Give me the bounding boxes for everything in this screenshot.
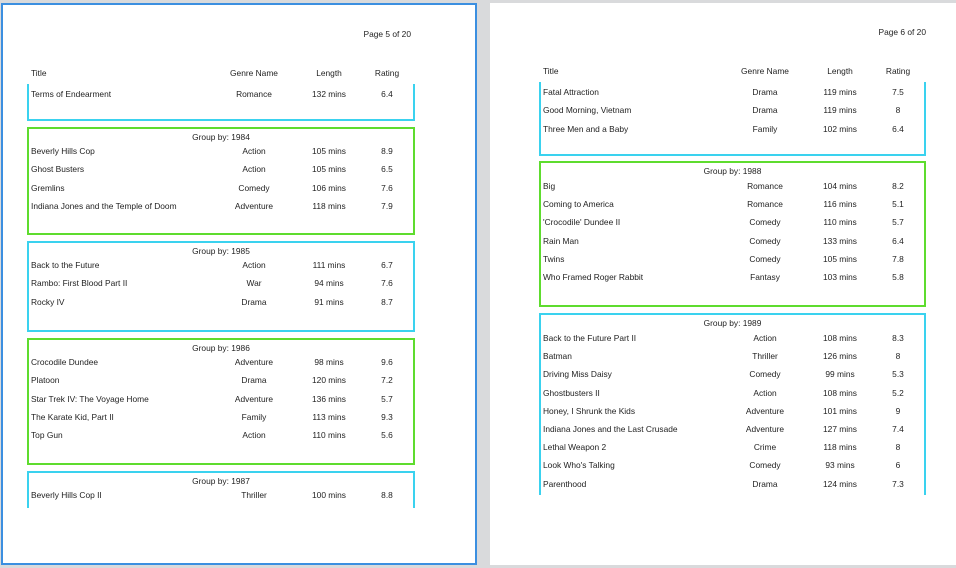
- row-genre: Romance: [747, 199, 783, 210]
- table-row: [541, 351, 924, 363]
- group-section: [27, 471, 415, 508]
- row-rating: 8: [895, 442, 901, 453]
- row-length: 126 mins: [823, 351, 857, 362]
- table-row: [541, 181, 924, 193]
- column-header-rating: Rating: [885, 66, 911, 76]
- page-number: Page 6 of 20: [878, 27, 926, 37]
- row-rating: 9.3: [381, 411, 393, 422]
- row-rating: 9: [895, 405, 901, 416]
- table-row: [29, 89, 413, 101]
- table-row: [29, 278, 413, 290]
- row-rating: 8: [895, 105, 901, 116]
- row-length: 94 mins: [314, 278, 344, 289]
- row-title: Honey, I Shrunk the Kids: [543, 405, 636, 416]
- row-genre: Romance: [236, 89, 272, 99]
- table-row: [541, 254, 924, 266]
- row-length: 119 mins: [823, 87, 857, 97]
- row-title: Back to the Future: [31, 260, 100, 270]
- row-rating: 9.6: [381, 357, 393, 367]
- row-length: 118 mins: [823, 442, 857, 453]
- row-length: 99 mins: [825, 369, 855, 380]
- row-title: Indiana Jones and the Temple of Doom: [31, 200, 177, 211]
- table-row: [541, 333, 924, 345]
- column-header-rating: Rating: [374, 68, 400, 78]
- group-header: Group by: 1989: [703, 318, 762, 328]
- row-rating: 8.3: [892, 333, 904, 343]
- column-header-length: Length: [827, 66, 853, 76]
- row-rating: 7.4: [892, 424, 904, 434]
- group-section: [27, 84, 415, 121]
- row-rating: 5.7: [892, 217, 904, 228]
- table-row: [541, 217, 924, 229]
- row-rating: 5.6: [381, 430, 393, 441]
- row-rating: 7.3: [892, 478, 904, 489]
- group-section: [27, 338, 415, 465]
- column-header-length: Length: [316, 68, 342, 78]
- row-length: 116 mins: [823, 199, 857, 210]
- row-title: Look Who's Talking: [543, 460, 615, 471]
- row-genre: Drama: [241, 296, 267, 307]
- row-length: 108 mins: [823, 387, 857, 398]
- table-row: [29, 183, 413, 195]
- row-genre: Adventure: [234, 200, 274, 211]
- page-number: Page 5 of 20: [363, 29, 411, 39]
- row-length: 105 mins: [823, 253, 857, 264]
- row-title: Rain Man: [543, 235, 579, 246]
- row-rating: 7.8: [892, 253, 904, 264]
- row-title: Fatal Attraction: [543, 87, 599, 97]
- row-genre: Drama: [752, 105, 778, 116]
- row-title: 'Crocodile' Dundee II: [543, 217, 621, 228]
- report-page-6[interactable]: [490, 3, 956, 565]
- row-title: Ghost Busters: [31, 164, 85, 175]
- row-genre: Drama: [241, 375, 267, 386]
- row-rating: 5.7: [381, 393, 393, 404]
- column-header-title: Title: [31, 68, 47, 78]
- row-genre: Comedy: [749, 253, 781, 264]
- row-title: Good Morning, Vietnam: [543, 105, 632, 116]
- row-length: 91 mins: [314, 296, 344, 307]
- row-genre: Romance: [747, 181, 783, 191]
- group-header: Group by: 1985: [192, 246, 250, 256]
- group-header: Group by: 1986: [192, 343, 250, 353]
- row-rating: 8.9: [381, 146, 393, 156]
- row-genre: Crime: [753, 442, 777, 453]
- row-title: Beverly Hills Cop II: [31, 490, 102, 500]
- group-header: Group by: 1988: [703, 166, 762, 176]
- table-row: [541, 87, 924, 99]
- row-length: 103 mins: [823, 272, 857, 282]
- table-row: [29, 260, 413, 272]
- group-section: [27, 241, 415, 332]
- table-row: [29, 146, 413, 158]
- row-genre: Comedy: [749, 217, 781, 228]
- group-section: [539, 161, 926, 307]
- row-title: Terms of Endearment: [31, 89, 112, 99]
- row-title: Coming to America: [543, 199, 614, 210]
- table-row: [29, 375, 413, 387]
- row-genre: Comedy: [749, 460, 781, 471]
- row-rating: 6.4: [892, 235, 904, 246]
- row-genre: Drama: [752, 478, 778, 489]
- row-genre: Comedy: [749, 369, 781, 380]
- row-genre: Action: [242, 164, 266, 175]
- table-row: [29, 297, 413, 309]
- row-title: Who Framed Roger Rabbit: [543, 272, 644, 282]
- table-row: [541, 442, 924, 454]
- column-header-row: [3, 68, 475, 80]
- row-rating: 6.4: [892, 123, 904, 134]
- row-length: 101 mins: [823, 405, 857, 416]
- row-title: Indiana Jones and the Last Crusade: [543, 424, 678, 434]
- report-page-5[interactable]: [1, 3, 477, 565]
- row-title: Crocodile Dundee: [31, 357, 99, 367]
- row-title: Three Men and a Baby: [543, 123, 629, 134]
- group-header: Group by: 1984: [192, 132, 250, 142]
- table-row: [541, 424, 924, 436]
- row-rating: 6: [895, 460, 901, 471]
- row-rating: 7.2: [381, 375, 393, 386]
- row-genre: Action: [242, 260, 266, 270]
- row-title: Rambo: First Blood Part II: [31, 278, 128, 289]
- row-rating: 8.2: [892, 181, 904, 191]
- group-section: [539, 313, 926, 495]
- row-title: Driving Miss Daisy: [543, 369, 612, 380]
- row-length: 105 mins: [312, 164, 346, 175]
- row-genre: Comedy: [749, 235, 781, 246]
- row-rating: 5.8: [892, 272, 904, 282]
- table-row: [541, 460, 924, 472]
- row-genre: Thriller: [241, 490, 267, 500]
- row-rating: 5.1: [892, 199, 904, 210]
- row-length: 106 mins: [312, 182, 346, 193]
- row-rating: 5.3: [892, 369, 904, 380]
- row-title: Rocky IV: [31, 296, 65, 307]
- row-length: 108 mins: [823, 333, 857, 343]
- table-row: [541, 369, 924, 381]
- row-length: 136 mins: [312, 393, 346, 404]
- row-rating: 6.7: [381, 260, 393, 270]
- table-row: [541, 479, 924, 491]
- table-row: [29, 430, 413, 442]
- table-row: [541, 236, 924, 248]
- row-length: 105 mins: [312, 146, 346, 156]
- row-title: Back to the Future Part II: [543, 333, 637, 343]
- row-rating: 8.8: [381, 490, 393, 500]
- row-genre: Comedy: [238, 182, 270, 193]
- row-rating: 6.4: [381, 89, 393, 99]
- column-header-title: Title: [543, 66, 559, 76]
- row-rating: 8: [895, 351, 901, 362]
- table-row: [29, 490, 413, 502]
- group-header: Group by: 1987: [192, 476, 250, 486]
- row-title: Lethal Weapon 2: [543, 442, 607, 453]
- row-length: 110 mins: [823, 217, 857, 228]
- row-length: 93 mins: [825, 460, 855, 471]
- row-length: 98 mins: [314, 357, 344, 367]
- row-rating: 7.5: [892, 87, 904, 97]
- row-title: Platoon: [31, 375, 60, 386]
- table-row: [541, 105, 924, 117]
- row-title: Beverly Hills Cop: [31, 146, 95, 156]
- table-row: [29, 164, 413, 176]
- row-genre: Fantasy: [750, 272, 780, 282]
- row-genre: Adventure: [234, 357, 274, 367]
- row-title: Twins: [543, 253, 565, 264]
- row-length: 132 mins: [312, 89, 346, 99]
- row-genre: Adventure: [745, 424, 785, 434]
- row-length: 100 mins: [312, 490, 346, 500]
- column-header-row: [490, 66, 956, 78]
- table-row: [29, 394, 413, 406]
- row-length: 119 mins: [823, 105, 857, 116]
- group-section: [27, 127, 415, 235]
- table-row: [541, 199, 924, 211]
- row-genre: Adventure: [745, 405, 785, 416]
- row-length: 120 mins: [312, 375, 346, 386]
- row-length: 124 mins: [823, 478, 857, 489]
- row-genre: Drama: [752, 87, 778, 97]
- table-row: [541, 272, 924, 284]
- row-length: 127 mins: [823, 424, 857, 434]
- row-genre: Family: [752, 123, 778, 134]
- table-row: [541, 406, 924, 418]
- table-row: [29, 357, 413, 369]
- row-length: 110 mins: [312, 430, 346, 441]
- row-rating: 7.6: [381, 182, 393, 193]
- row-title: Gremlins: [31, 182, 65, 193]
- row-title: Big: [543, 181, 556, 191]
- table-row: [541, 124, 924, 136]
- row-length: 133 mins: [823, 235, 857, 246]
- table-row: [541, 388, 924, 400]
- row-genre: Action: [242, 430, 266, 441]
- table-row: [29, 201, 413, 213]
- row-genre: Adventure: [234, 393, 274, 404]
- row-length: 102 mins: [823, 123, 857, 134]
- table-row: [29, 412, 413, 424]
- row-genre: Thriller: [752, 351, 778, 362]
- row-title: The Karate Kid, Part II: [31, 411, 114, 422]
- row-genre: Action: [753, 387, 777, 398]
- row-rating: 8.7: [381, 296, 393, 307]
- group-section: [539, 82, 926, 156]
- row-rating: 7.9: [381, 200, 393, 211]
- row-rating: 5.2: [892, 387, 904, 398]
- row-title: Parenthood: [543, 478, 587, 489]
- row-length: 118 mins: [312, 200, 346, 211]
- row-title: Ghostbusters II: [543, 387, 600, 398]
- row-rating: 7.6: [381, 278, 393, 289]
- column-header-genre: Genre Name: [741, 66, 789, 76]
- row-title: Star Trek IV: The Voyage Home: [31, 393, 149, 404]
- row-length: 113 mins: [312, 411, 346, 422]
- row-length: 104 mins: [823, 181, 857, 191]
- row-title: Top Gun: [31, 430, 63, 441]
- row-genre: Family: [241, 411, 267, 422]
- row-rating: 6.5: [381, 164, 393, 175]
- row-genre: War: [246, 278, 262, 289]
- row-length: 111 mins: [312, 260, 346, 270]
- column-header-genre: Genre Name: [230, 68, 278, 78]
- row-genre: Action: [242, 146, 266, 156]
- row-genre: Action: [753, 333, 777, 343]
- row-title: Batman: [543, 351, 572, 362]
